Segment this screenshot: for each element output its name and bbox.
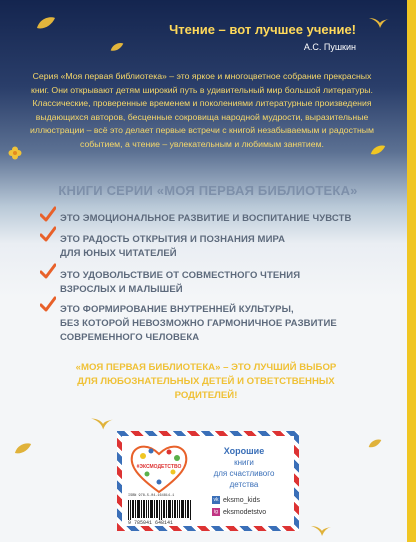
isbn-text: ISBN 978-5-04-164814-1 xyxy=(128,494,175,498)
leaf-icon xyxy=(14,442,32,455)
checkmark-icon xyxy=(40,206,56,222)
benefit-line: ВЗРОСЛЫХ И МАЛЫШЕЙ xyxy=(60,284,183,295)
benefit-line: СОВРЕМЕННОГО ЧЕЛОВЕКА xyxy=(60,332,200,343)
vk-icon: vk xyxy=(213,497,219,503)
barcode-number: 9 785041 648141 xyxy=(128,520,174,526)
sticker-tagline xyxy=(199,446,289,490)
leaf-icon xyxy=(368,438,382,449)
swallow-icon xyxy=(368,14,390,32)
epigraph-quote: Чтение – вот лучшее учение! xyxy=(169,22,356,37)
swallow-icon xyxy=(310,522,332,540)
leaf-icon xyxy=(36,16,56,30)
publisher-sticker xyxy=(117,431,299,531)
closing-line: РОДИТЕЛЕЙ! xyxy=(174,390,238,401)
tagline-line: Хорошие xyxy=(223,446,265,456)
closing-line: ДЛЯ ЛЮБОЗНАТЕЛЬНЫХ ДЕТЕЙ И ОТВЕТСТВЕННЫХ xyxy=(77,376,335,387)
logo-text: #ЭКСМОДЕТСТВО xyxy=(136,464,182,470)
closing-statement xyxy=(30,361,382,403)
closing-line: «МОЯ ПЕРВАЯ БИБЛИОТЕКА» – ЭТО ЛУЧШИЙ ВЫБОР xyxy=(75,362,337,373)
flower-icon xyxy=(8,146,22,160)
checkmark-icon xyxy=(40,226,56,242)
benefit-line: ЭТО ФОРМИРОВАНИЕ ВНУТРЕННЕЙ КУЛЬТУРЫ, xyxy=(60,304,294,315)
yellow-edge-stripe xyxy=(407,0,416,542)
tagline-line: для счастливого xyxy=(213,469,275,478)
benefit-line: ЭТО УДОВОЛЬСТВИЕ ОТ СОВМЕСТНОГО ЧТЕНИЯ xyxy=(60,270,301,281)
checkmark-icon xyxy=(40,296,56,312)
heart-logo-icon xyxy=(129,442,189,494)
checkmark-icon xyxy=(40,263,56,279)
benefit-item xyxy=(60,269,300,297)
social-link xyxy=(212,508,266,516)
benefit-line: БЕЗ КОТОРОЙ НЕВОЗМОЖНО ГАРМОНИЧНОЕ РАЗВИТИЕ xyxy=(60,318,337,329)
benefit-line: ДЛЯ ЮНЫХ ЧИТАТЕЛЕЙ xyxy=(60,248,177,259)
instagram-icon: ig xyxy=(212,508,220,516)
benefit-item xyxy=(60,212,351,226)
swallow-icon xyxy=(90,414,114,434)
series-intro: Серия «Моя первая библиотека» – это яркое и многоцветное собрание прекрасных книг. Они открывают детям широкий путь в удивительный мир большой литературы. Классические, проверенные временем и поколениями литературные произведения выдающихся авторов, бесценные сокровища народной мудрости, выразительные иллюстрации – всё это делает первые встречи с книгой незабываемым и радостным событием, а чтение – увлекательным и любимым занятием. xyxy=(30,71,374,149)
barcode xyxy=(128,500,192,520)
tagline-line: детства xyxy=(229,480,259,489)
social-handle: eksmo_kids xyxy=(223,496,260,504)
benefit-line: ЭТО ЭМОЦИОНАЛЬНОЕ РАЗВИТИЕ И ВОСПИТАНИЕ ЧУВСТВ xyxy=(60,213,352,224)
social-link xyxy=(212,496,260,504)
benefit-line: ЭТО РАДОСТЬ ОТКРЫТИЯ И ПОЗНАНИЯ МИРА xyxy=(60,234,286,245)
series-title: КНИГИ СЕРИИ «МОЯ ПЕРВАЯ БИБЛИОТЕКА» xyxy=(58,183,358,198)
social-handle: eksmodetstvo xyxy=(223,508,267,516)
benefit-item xyxy=(60,303,337,345)
tagline-line: книги xyxy=(234,458,254,467)
epigraph-author: А.С. Пушкин xyxy=(303,42,356,52)
benefit-item xyxy=(60,233,285,261)
leaf-icon xyxy=(110,42,124,52)
